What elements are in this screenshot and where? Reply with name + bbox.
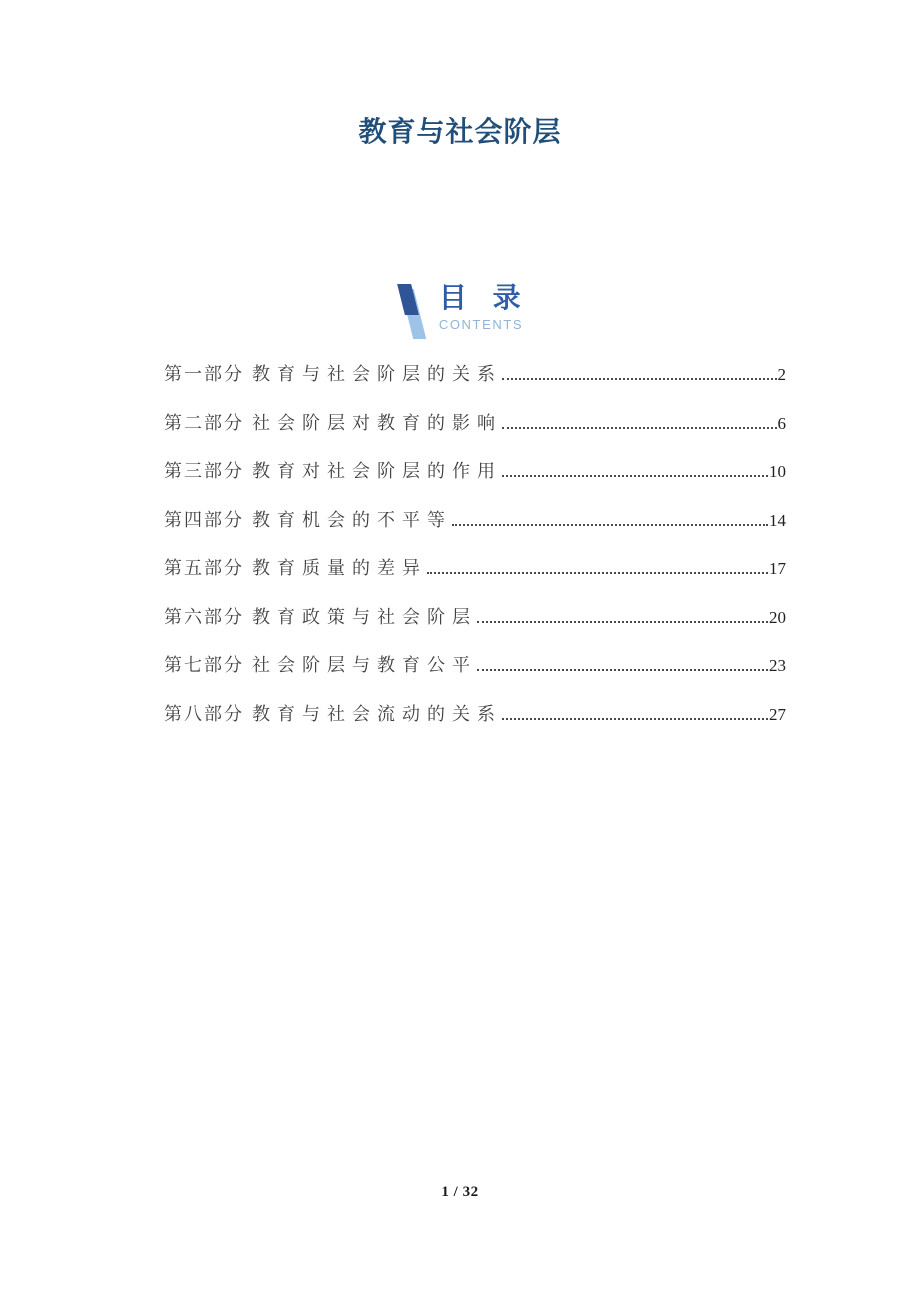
- toc-page-number: 23: [769, 656, 786, 675]
- toc-entry-title: 教育质量的差异: [252, 558, 427, 578]
- toc-page-number: 6: [777, 413, 786, 433]
- toc-page-number: 2: [777, 365, 786, 384]
- toc-page-number: 14: [769, 510, 786, 530]
- toc-part-label: 第八部分: [164, 703, 244, 724]
- toc-dot-leader: [502, 378, 777, 380]
- toc-heading: 目 录: [438, 282, 523, 313]
- toc-header: [0, 283, 920, 341]
- toc-part-label: 第七部分: [164, 655, 244, 675]
- toc-entry[interactable]: [164, 593, 786, 642]
- toc-dot-leader: [452, 524, 768, 526]
- toc-entry-title: 教育政策与社会阶层: [252, 606, 477, 627]
- toc-entry[interactable]: [164, 544, 786, 593]
- toc-entry-title: 社会阶层对教育的影响: [252, 412, 502, 433]
- footer-page-number: 1 / 32: [441, 1184, 479, 1200]
- toc-part-label: 第一部分: [164, 364, 244, 384]
- toc-entry-title: 教育与社会阶层的关系: [252, 364, 502, 384]
- toc-part-label: 第二部分: [164, 412, 244, 433]
- toc-part-label: 第六部分: [164, 606, 244, 627]
- toc-entry-title: 教育机会的不平等: [252, 509, 452, 530]
- toc-header-text: [439, 283, 523, 332]
- toc-entry-title: 社会阶层与教育公平: [252, 655, 477, 675]
- toc-page-number: 27: [769, 704, 786, 724]
- toc-part-label: 第五部分: [164, 558, 244, 578]
- toc-page-number: 17: [769, 559, 786, 578]
- toc-entry[interactable]: [164, 496, 786, 545]
- toc-part-label: 第四部分: [164, 509, 244, 530]
- toc-page-number: 10: [769, 462, 786, 481]
- document-title: 教育与社会阶层: [358, 116, 562, 147]
- toc-entry-title: 教育与社会流动的关系: [252, 703, 502, 724]
- toc-dot-leader: [477, 669, 768, 671]
- toc-dot-leader: [502, 475, 768, 477]
- toc-list: [164, 350, 786, 738]
- toc-entry[interactable]: [164, 690, 786, 739]
- toc-bookmark-icon: [397, 283, 429, 341]
- toc-dot-leader: [477, 621, 768, 623]
- toc-entry[interactable]: [164, 399, 786, 448]
- toc-dot-leader: [502, 427, 777, 429]
- toc-entry[interactable]: [164, 447, 786, 496]
- toc-page-number: 20: [769, 607, 786, 627]
- toc-subheading: CONTENTS: [438, 316, 524, 332]
- toc-part-label: 第三部分: [164, 461, 244, 481]
- toc-dot-leader: [502, 718, 768, 720]
- toc-entry[interactable]: [164, 641, 786, 690]
- toc-entry-title: 教育对社会阶层的作用: [252, 461, 502, 481]
- toc-entry[interactable]: [164, 350, 786, 399]
- toc-dot-leader: [427, 572, 768, 574]
